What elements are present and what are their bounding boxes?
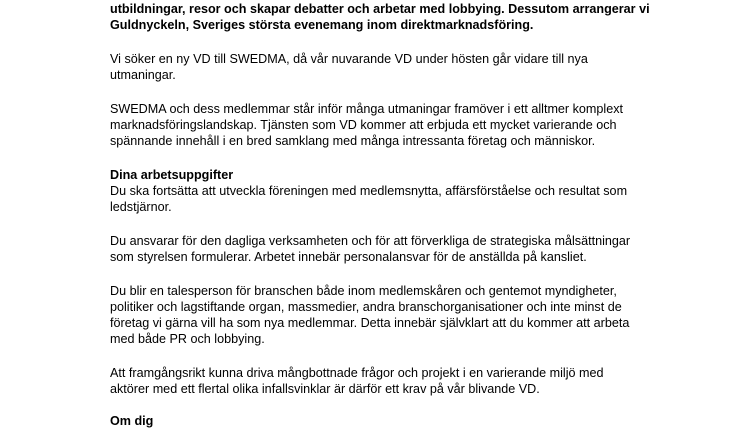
paragraph-line: som styrelsen formulerar. Arbetet innebär personalansvar för de anställda på kansliet. [110, 250, 587, 264]
paragraph-line: Vi söker en ny VD till SWEDMA, då vår nuvarande VD under hösten går vidare till nya [110, 52, 588, 66]
paragraph-line: politiker och lagstiftande organ, massmedier, andra branschorganisationer och inte minst de [110, 300, 622, 314]
paragraph-line: företag vi gärna vill ha som nya medlemmar. Detta innebär självklart att du kommer att arbeta [110, 316, 630, 330]
paragraph-line: spännande innehåll i en bred samklang med många intressanta företag och människor. [110, 134, 596, 148]
paragraph-line: Du ska fortsätta att utveckla föreningen med medlemsnytta, affärsförståelse och resultat som [110, 184, 628, 198]
section-heading: Om dig [110, 414, 154, 428]
paragraph-line: marknadsföringslandskap. Tjänsten som VD kommer att erbjuda ett mycket varierande och [110, 118, 617, 132]
paragraph-line: SWEDMA och dess medlemmar står inför många utmaningar framöver i ett alltmer komplext [110, 102, 624, 116]
paragraph-line: Att framgångsrikt kunna driva mångbottnade frågor och projekt i en varierande miljö med [110, 366, 604, 380]
intro-line: Guldnyckeln, Sveriges största evenemang inom direktmarknadsföring. [110, 18, 534, 32]
paragraph-line: Du ansvarar för den dagliga verksamheten och för att förverkliga de strategiska målsättningar [110, 234, 631, 248]
paragraph-line: aktörer med ett flertal olika infallsvinklar är därför ett krav på vår blivande VD. [110, 382, 540, 396]
section-heading: Dina arbetsuppgifter [110, 168, 234, 182]
intro-line: utbildningar, resor och skapar debatter och arbetar med lobbying. Dessutom arrangerar vi [110, 2, 650, 16]
paragraph-line: med både PR och lobbying. [110, 332, 265, 346]
paragraph-line: utmaningar. [110, 68, 176, 82]
paragraph-line: ledstjärnor. [110, 200, 172, 214]
paragraph-line: Du blir en talesperson för branschen både inom medlemskåren och gentemot myndigheter, [110, 284, 617, 298]
